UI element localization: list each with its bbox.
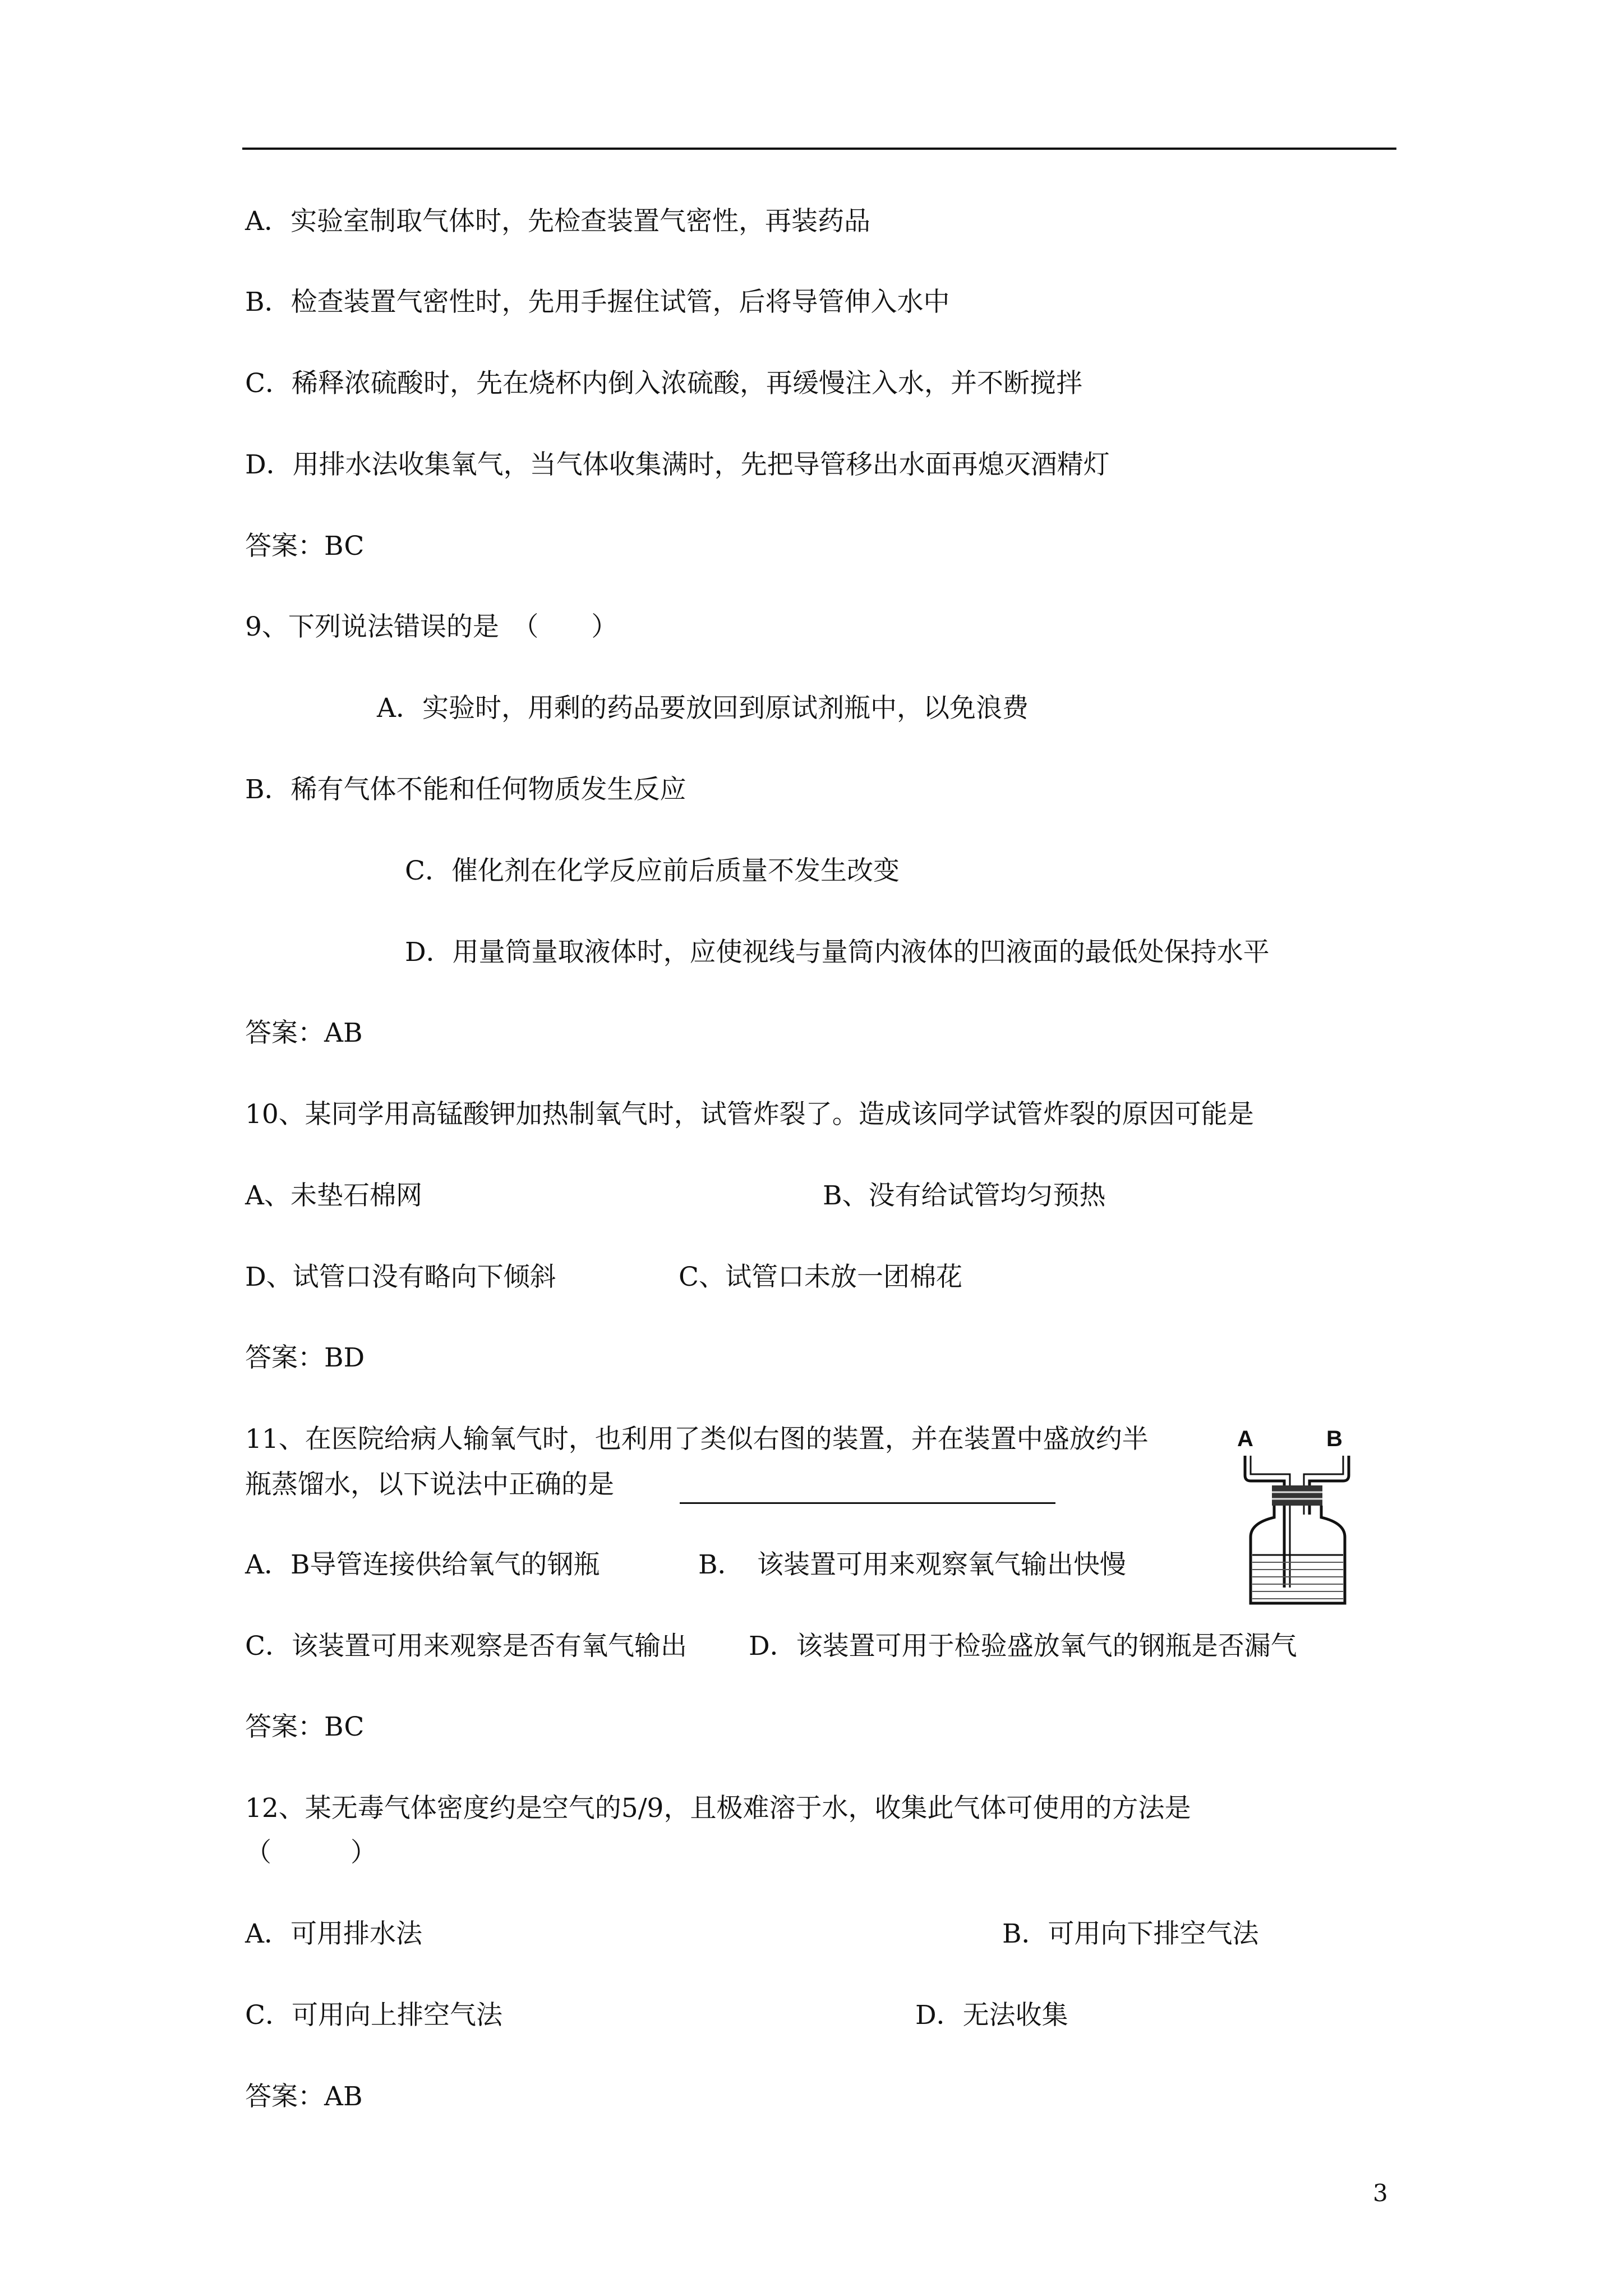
q12-option-a: A．可用排水法 [245,1918,422,1949]
q8-option-b: B．检查装置气密性时，先用手握住试管，后将导管伸入水中 [245,287,950,318]
q9-answer: 答案：AB [245,1018,363,1048]
gas-bottle-figure [1234,1425,1363,1610]
q12-stem-line2: （ ） [245,1837,377,1868]
figure-label-b: B [1326,1427,1343,1451]
q12-answer: 答案：AB [245,2081,363,2112]
bottle-liquid [1252,1555,1343,1599]
q8-option-c: C．稀释浓硫酸时，先在烧杯内倒入浓硫酸，再缓慢注入水，并不断搅拌 [245,368,1082,399]
q11-option-c: C．该装置可用来观察是否有氧气输出 [245,1631,687,1662]
q11-answer-blank [680,1502,1055,1504]
q9-stem: 9、下列说法错误的是 （ ） [245,611,618,642]
q9-option-b: B．稀有气体不能和任何物质发生反应 [245,774,686,805]
q10-option-c: C、试管口未放一团棉花 [679,1262,962,1292]
figure-label-a: A [1237,1427,1253,1451]
q11-answer: 答案：BC [245,1711,365,1742]
q12-option-d: D．无法收集 [915,2000,1068,2031]
q11-option-b: B． 该装置可用来观察氧气输出快慢 [698,1549,1127,1580]
q10-option-a: A、未垫石棉网 [245,1180,422,1211]
bottle-stopper [1272,1485,1322,1506]
q10-stem: 10、某同学用高锰酸钾加热制氧气时，试管炸裂了。造成该同学试管炸裂的原因可能是 [245,1099,1254,1130]
q8-answer: 答案：BC [245,531,365,562]
q10-option-d: D、试管口没有略向下倾斜 [245,1262,556,1292]
q11-stem-line1: 11、在医院给病人输氧气时，也利用了类似右图的装置，并在装置中盛放约半 [245,1424,1149,1455]
q11-option-a: A．B导管连接供给氧气的钢瓶 [245,1549,600,1580]
q9-option-a: A．实验时，用剩的药品要放回到原试剂瓶中，以免浪费 [377,693,1029,724]
q10-answer: 答案：BD [245,1342,365,1373]
header-rule [242,148,1396,150]
q11-stem-line2: 瓶蒸馏水，以下说法中正确的是 [245,1469,614,1500]
q12-option-b: B．可用向下排空气法 [1002,1918,1259,1949]
q8-option-d: D．用排水法收集氧气，当气体收集满时，先把导管移出水面再熄灭酒精灯 [245,449,1110,480]
q12-option-c: C．可用向上排空气法 [245,2000,502,2031]
q12-stem-line1: 12、某无毒气体密度约是空气的5/9，且极难溶于水，收集此气体可使用的方法是 [245,1793,1191,1824]
q9-option-c: C．催化剂在化学反应前后质量不发生改变 [405,855,900,886]
q9-option-d: D．用量筒量取液体时，应使视线与量筒内液体的凹液面的最低处保持水平 [405,937,1270,968]
page-number: 3 [1373,2179,1388,2207]
q10-option-b: B、没有给试管均匀预热 [823,1180,1106,1211]
q11-option-d: D．该装置可用于检验盛放氧气的钢瓶是否漏气 [749,1631,1297,1662]
q8-option-a: A．实验室制取气体时，先检查装置气密性，再装药品 [245,206,870,237]
